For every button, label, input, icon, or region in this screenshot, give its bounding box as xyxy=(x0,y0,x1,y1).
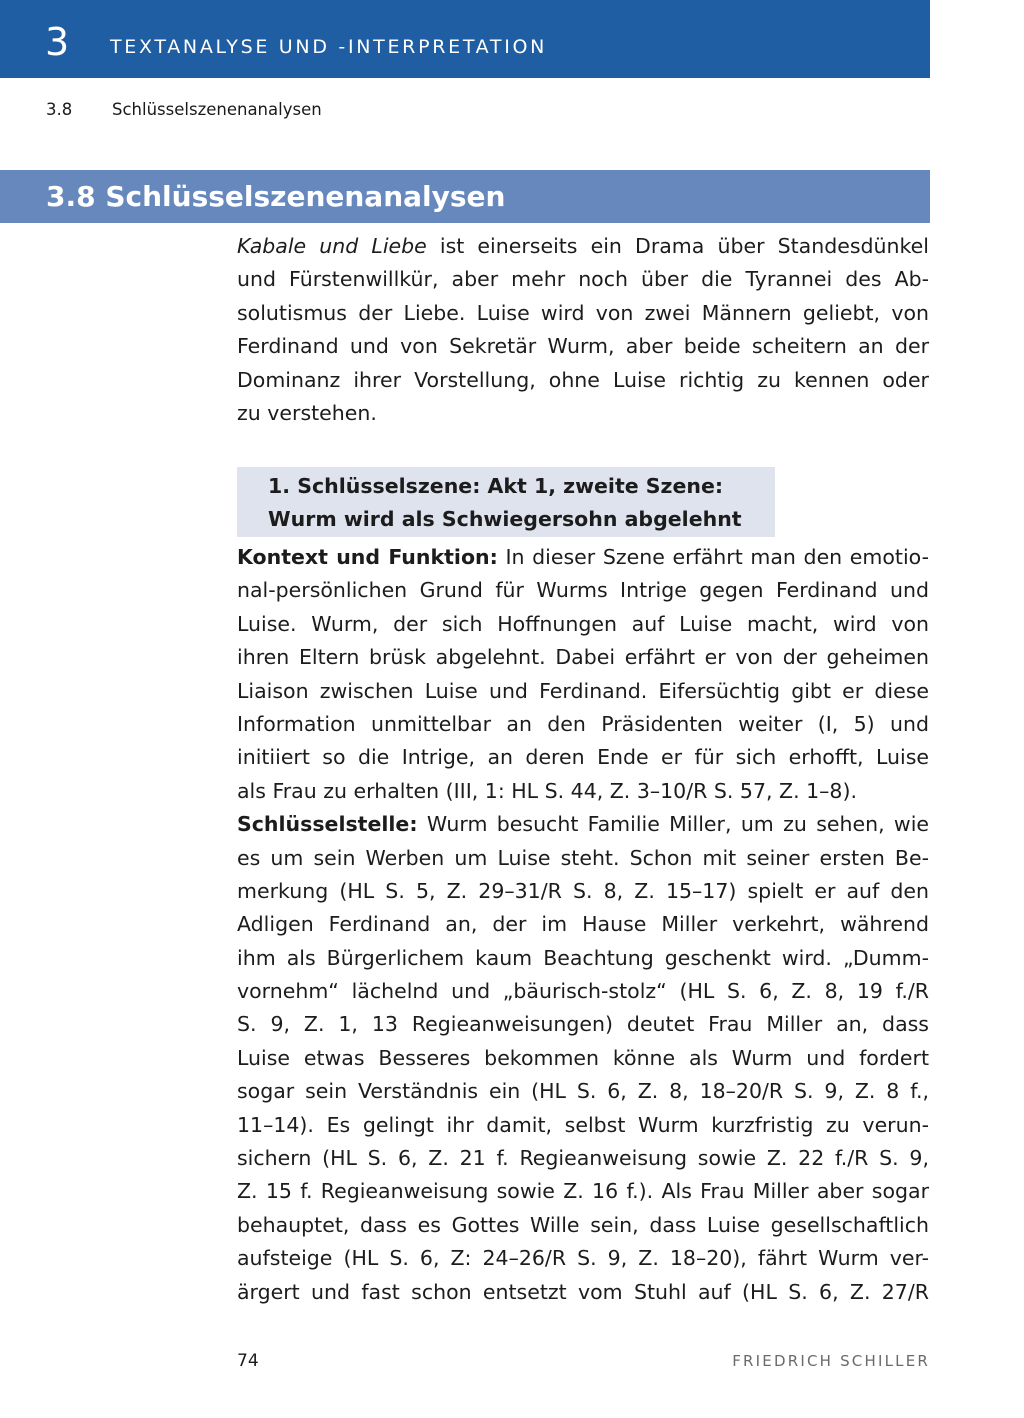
key-passage-line: Luise etwas Besseres bekommen könne als Wurm und fordert xyxy=(237,1045,929,1070)
key-passage-line-text: Wurm besucht Familie Miller, um zu sehen, wie xyxy=(417,812,929,837)
key-passage-line: es um sein Werben um Luise steht. Schon mit seiner ersten Be- xyxy=(237,845,929,870)
scene-heading-line-1: 1. Schlüsselszene: Akt 1, zweite Szene: xyxy=(268,474,724,498)
scene-heading-line-2: Wurm wird als Schwiegersohn abgelehnt xyxy=(268,507,742,531)
key-passage-line: merkung (HL S. 5, Z. 29–31/R S. 8, Z. 15–17) spielt er auf den xyxy=(237,878,929,903)
intro-line: solutismus der Liebe. Luise wird von zwei Männern geliebt, von xyxy=(237,300,929,325)
intro-line: Ferdinand und von Sekretär Wurm, aber beide scheitern an der xyxy=(237,334,929,359)
key-passage-line: aufsteige (HL S. 6, Z: 24–26/R S. 9, Z. 18–20), fährt Wurm ver- xyxy=(237,1246,929,1271)
running-head-title: Schlüsselszenenanalysen xyxy=(112,100,322,119)
context-line: Luise. Wurm, der sich Hoffnungen auf Luise macht, wird von xyxy=(237,611,929,636)
chapter-title: TEXTANALYSE UND -INTERPRETATION xyxy=(110,36,548,58)
key-passage-line: ärgert und fast schon entsetzt vom Stuhl auf (HL S. 6, Z. 27/R xyxy=(237,1279,929,1304)
section-title: 3.8 Schlüsselszenenanalysen xyxy=(46,180,506,213)
scene-heading xyxy=(268,470,773,536)
key-passage-line: behauptet, dass es Gottes Wille sein, dass Luise gesellschaftlich xyxy=(237,1212,929,1237)
intro-paragraph xyxy=(237,230,929,430)
key-passage-line: 11–14). Es gelingt ihr damit, selbst Wurm kurzfristig zu verun- xyxy=(237,1112,929,1137)
context-and-key-passage xyxy=(237,541,929,1309)
key-passage-line xyxy=(237,808,929,841)
key-passage-line: sogar sein Verständnis ein (HL S. 6, Z. 8, 18–20/R S. 9, Z. 8 f., xyxy=(237,1079,929,1104)
context-line: Information unmittelbar an den Präsidenten weiter (I, 5) und xyxy=(237,711,929,736)
page-number: 74 xyxy=(237,1351,259,1371)
key-passage-line: sichern (HL S. 6, Z. 21 f. Regieanweisung sowie Z. 22 f./R S. 9, xyxy=(237,1146,929,1171)
context-line: nal-persönlichen Grund für Wurms Intrige gegen Ferdinand und xyxy=(237,578,929,603)
key-passage-line: vornehm“ lächelnd und „bäurisch-stolz“ (HL S. 6, Z. 8, 19 f./R xyxy=(237,979,929,1004)
intro-line: Dominanz ihrer Vorstellung, ohne Luise richtig zu kennen oder xyxy=(237,367,929,392)
intro-line xyxy=(237,230,929,263)
context-lead: Kontext und Funktion: xyxy=(237,545,498,569)
context-line xyxy=(237,541,929,574)
context-line: initiiert so die Intrige, an deren Ende er für sich erhofft, Luise xyxy=(237,745,929,770)
context-line: ihren Eltern brüsk abgelehnt. Dabei erfährt er von der geheimen xyxy=(237,645,929,670)
footer-author: FRIEDRICH SCHILLER xyxy=(732,1352,930,1370)
work-title: Kabale und Liebe xyxy=(237,234,427,258)
key-passage-lead: Schlüsselstelle: xyxy=(237,812,418,837)
intro-line: und Fürstenwillkür, aber mehr noch über die Tyrannei des Ab- xyxy=(237,267,929,292)
key-passage-line: Z. 15 f. Regieanweisung sowie Z. 16 f.). Als Frau Miller aber sogar xyxy=(237,1179,929,1204)
key-passage-line: ihm als Bürgerlichem kaum Beachtung geschenkt wird. „Dumm- xyxy=(237,945,929,970)
running-head xyxy=(46,99,322,121)
intro-line: zu verstehen. xyxy=(237,400,377,425)
intro-line-text: ist einerseits ein Drama über Standesdünkel xyxy=(426,234,929,258)
chapter-number: 3 xyxy=(45,20,70,64)
context-line: Liaison zwischen Luise und Ferdinand. Eifersüchtig gibt er diese xyxy=(237,678,929,703)
context-line: als Frau zu erhalten (III, 1: HL S. 44, Z. 3–10/R S. 57, Z. 1–8). xyxy=(237,778,857,803)
key-passage-line: Adligen Ferdinand an, der im Hause Miller verkehrt, während xyxy=(237,912,929,937)
key-passage-line: S. 9, Z. 1, 13 Regieanweisungen) deutet Frau Miller an, dass xyxy=(237,1012,929,1037)
running-head-number: 3.8 xyxy=(46,100,73,119)
context-line-text: In dieser Szene erfährt man den emotio- xyxy=(497,545,929,569)
